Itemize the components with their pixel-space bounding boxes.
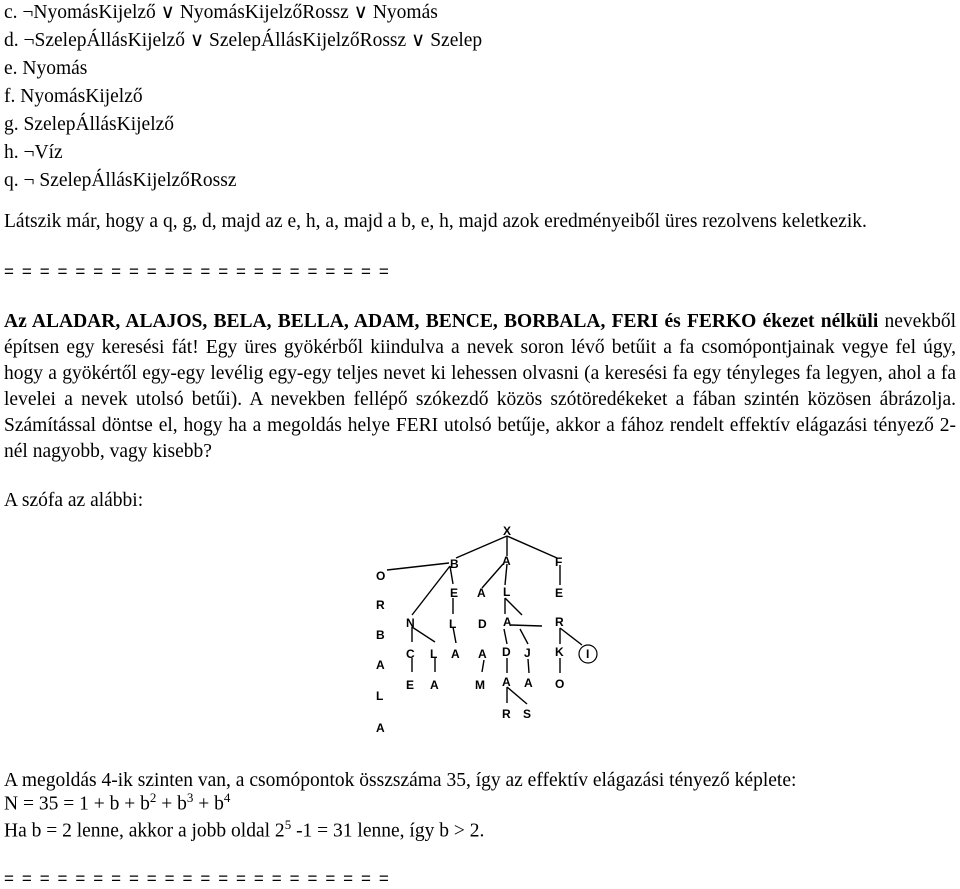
tree-node: A bbox=[478, 647, 487, 661]
tree-node: K bbox=[555, 645, 564, 659]
clause-q: q. ¬ SzelepÁllásKijelzőRossz bbox=[4, 170, 237, 191]
tree-node: A bbox=[430, 678, 439, 692]
task-bold-names: Az ALADAR, ALAJOS, BELA, BELLA, ADAM, BENCE, BORBALA, FERI és FERKO ékezet nélküli bbox=[4, 311, 879, 332]
tree-node: M bbox=[475, 678, 485, 692]
task-paragraph bbox=[4, 309, 956, 465]
tree-node: L bbox=[430, 647, 438, 661]
tree-node: A bbox=[376, 658, 385, 672]
tree-node: N bbox=[406, 616, 415, 630]
tree-node: R bbox=[555, 615, 564, 629]
tree-node: B bbox=[376, 628, 385, 642]
tree-node: S bbox=[523, 707, 532, 721]
conclusion-text: Látszik már, hogy a q, g, d, majd az e, h, a, majd a b, e, h, majd azok eredményeiből üres rezolvens keletkezik. bbox=[4, 211, 867, 232]
tree-node: F bbox=[555, 555, 563, 569]
tree-intro: A szófa az alábbi: bbox=[4, 490, 144, 511]
clause-c: c. ¬NyomásKijelző ∨ NyomásKijelzőRossz ∨ Nyomás bbox=[4, 2, 438, 23]
result-line: Ha b = 2 lenne, akkor a jobb oldal $2^5$ -1 = 31 lenne, így b > 2. bbox=[4, 817, 485, 842]
tree-node: A bbox=[477, 586, 486, 600]
task-body: nevekből építsen egy keresési fát! Egy üres gyökérből kiindulva a nevek soron lévő betűit a fa csomópontjainak vegye fel úgy, hogy a gyökértől egy-egy levélig egy-egy teljes nevet ki lehessen olvasni (a keresési fa egy tényleges fa legyen, ahol a fa levelei a nevek utolsó betűi). A nevekben fellépő szókezdő közös szótöredékeket a fában szintén közösen ábrázolja. Számítással döntse el, hogy ha a megoldás helye FERI utolsó betűje, akkor a fához rendelt effektív elágazási tényező 2-nél nagyobb, vagy kisebb? bbox=[4, 311, 956, 462]
tree-node: E bbox=[406, 678, 415, 692]
tree-node: L bbox=[503, 585, 511, 599]
clause-f: f. NyomásKijelző bbox=[4, 86, 143, 107]
tree-node: L bbox=[449, 617, 457, 631]
tree-node: A bbox=[451, 647, 460, 661]
formula-line: $N = 35 = 1 + b + b^2 + b^3 + b^4$ bbox=[4, 790, 231, 815]
tree-node: B bbox=[450, 557, 459, 571]
tree-node: O bbox=[555, 677, 565, 691]
tree-node: A bbox=[503, 615, 512, 629]
clause-h: h. ¬Víz bbox=[4, 142, 63, 163]
word-tree-diagram bbox=[364, 522, 604, 740]
tree-node-solution: I bbox=[586, 647, 590, 661]
tree-node: L bbox=[376, 689, 384, 703]
solution-line: A megoldás 4-ik szinten van, a csomópontok összszáma 35, így az effektív elágazási tényező képlete: bbox=[4, 770, 797, 791]
tree-node: D bbox=[478, 617, 487, 631]
clause-e: e. Nyomás bbox=[4, 58, 88, 79]
separator-bottom: = = = = = = = = = = = = = = = = = = = = = = bbox=[4, 869, 391, 888]
tree-node: A bbox=[502, 675, 511, 689]
tree-node: E bbox=[450, 586, 459, 600]
tree-node: C bbox=[406, 647, 415, 661]
tree-node: R bbox=[376, 598, 385, 612]
tree-node: R bbox=[502, 707, 511, 721]
clause-g: g. SzelepÁllásKijelző bbox=[4, 114, 175, 135]
tree-node: D bbox=[502, 645, 511, 659]
separator-top: = = = = = = = = = = = = = = = = = = = = = = bbox=[4, 262, 391, 281]
clause-d: d. ¬SzelepÁllásKijelző ∨ SzelepÁllásKijelzőRossz ∨ Szelep bbox=[4, 30, 483, 51]
tree-node: J bbox=[524, 646, 531, 660]
tree-node: O bbox=[376, 569, 386, 583]
tree-node: A bbox=[376, 721, 385, 735]
tree-node: A bbox=[502, 554, 511, 568]
tree-node: E bbox=[555, 586, 564, 600]
tree-node-root: X bbox=[503, 524, 512, 538]
tree-node: A bbox=[524, 676, 533, 690]
